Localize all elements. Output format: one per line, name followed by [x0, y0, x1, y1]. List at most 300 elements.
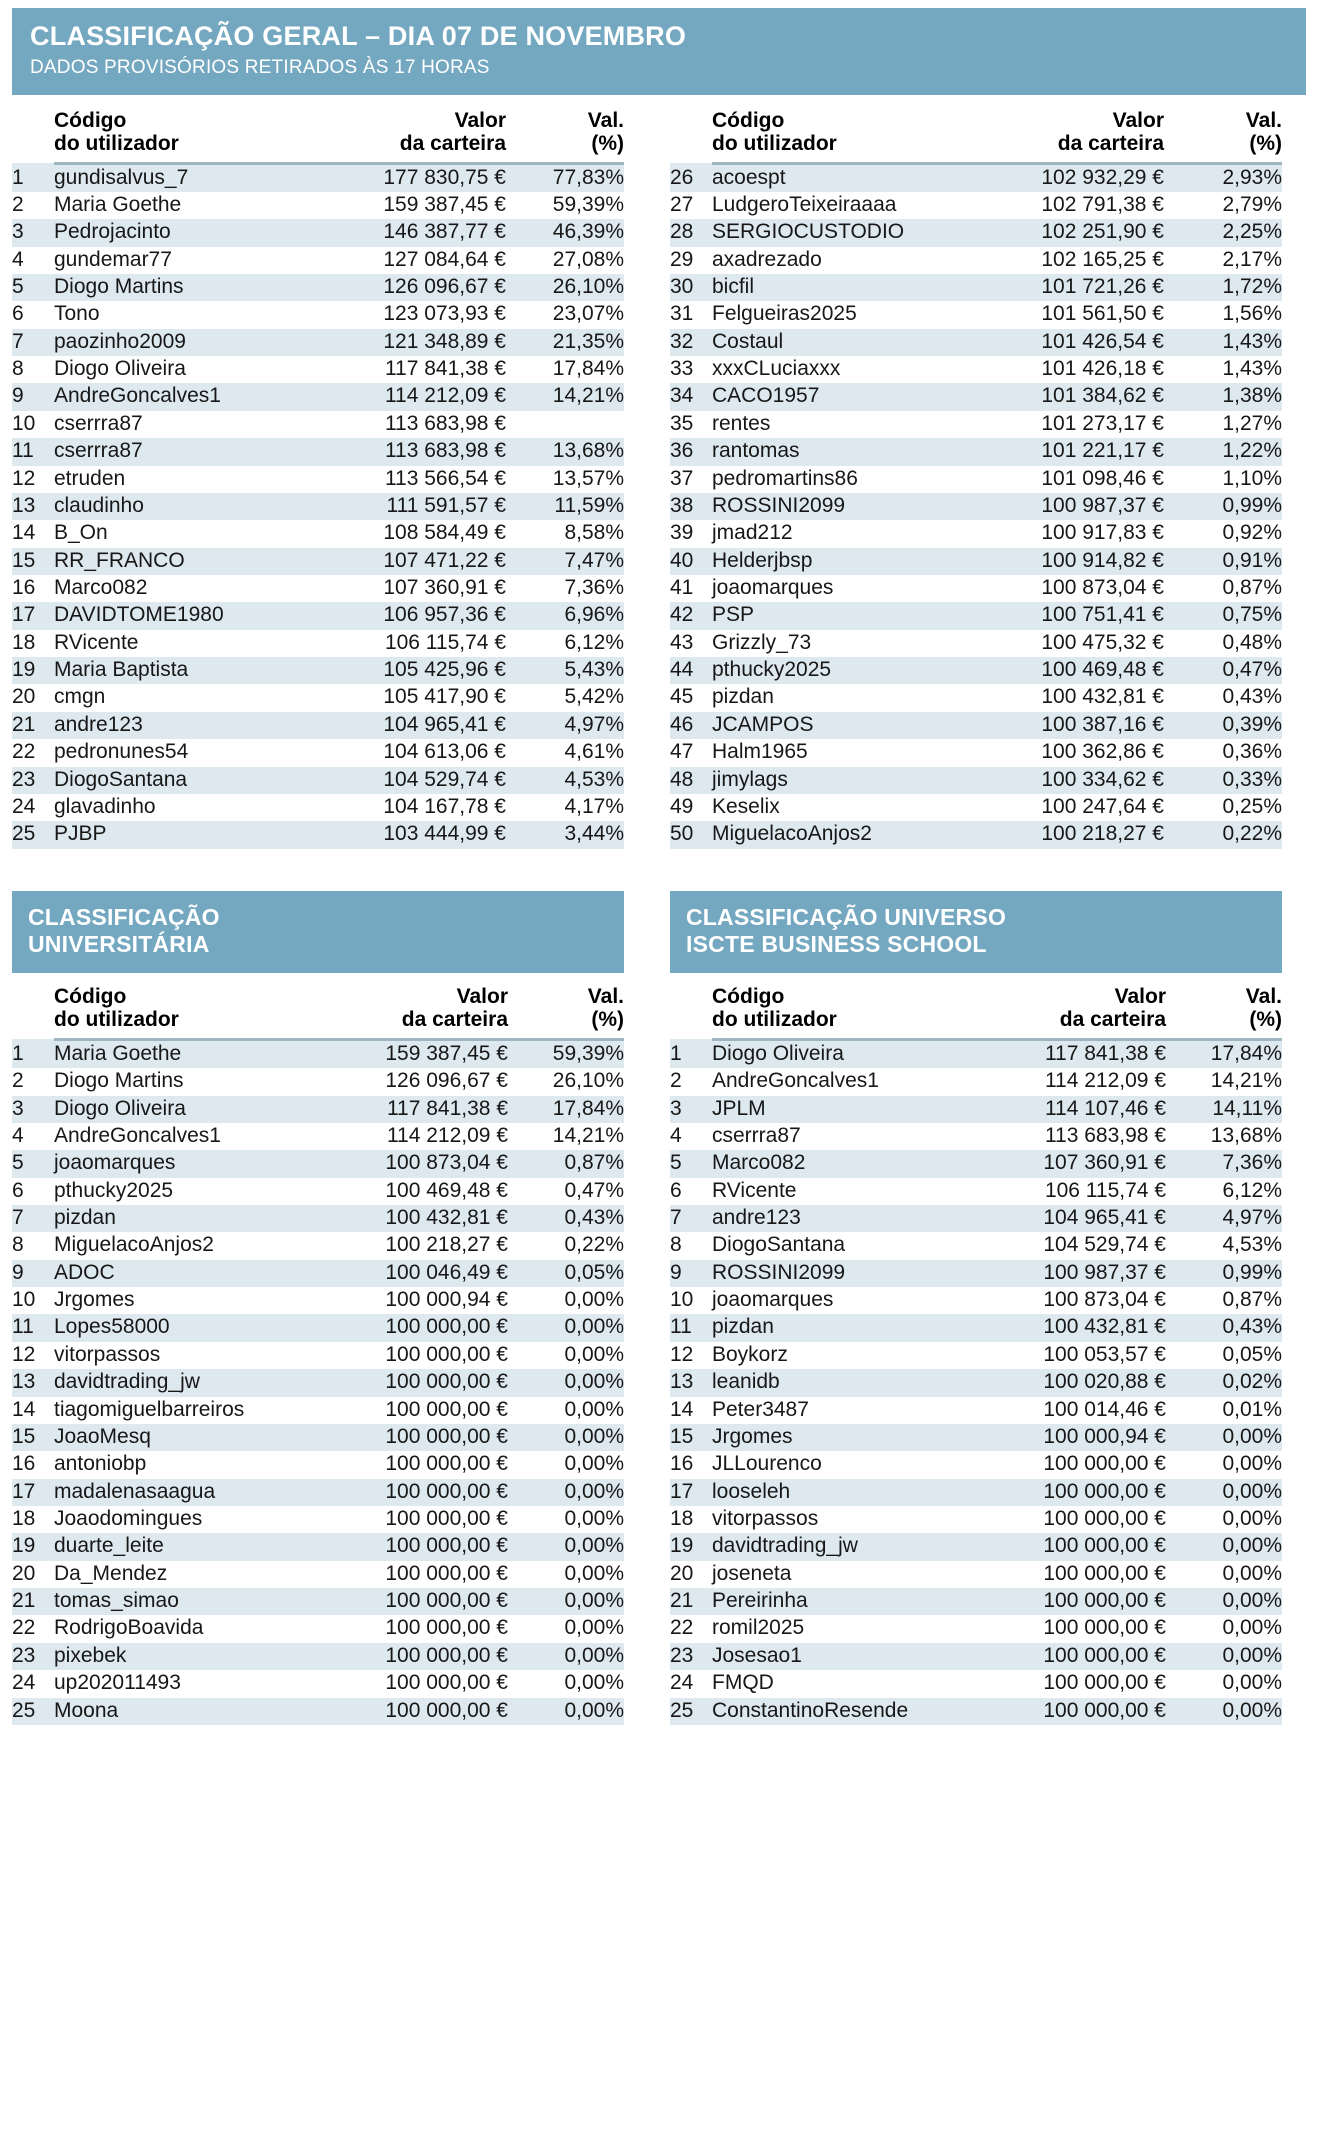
- table-row: [12, 1643, 624, 1670]
- university-ranking-title-line1: CLASSIFICAÇÃO: [28, 903, 220, 930]
- valuation-pct-cell: 0,00%: [1166, 1561, 1282, 1588]
- table-row: [12, 1205, 624, 1232]
- user-code-cell: DiogoSantana: [54, 767, 320, 794]
- valuation-pct-cell: 4,53%: [506, 767, 624, 794]
- rank-cell: 44: [670, 657, 712, 684]
- table-row: [12, 1314, 624, 1341]
- portfolio-value-cell: 113 683,98 €: [320, 438, 506, 465]
- user-code-cell: Keselix: [712, 794, 978, 821]
- valuation-pct-cell: 0,00%: [508, 1670, 624, 1697]
- rank-cell: 18: [670, 1506, 712, 1533]
- rank-cell: 9: [12, 1260, 54, 1287]
- table-row: [670, 821, 1282, 848]
- portfolio-value-cell: 114 212,09 €: [984, 1068, 1166, 1095]
- portfolio-value-cell: 100 917,83 €: [978, 520, 1164, 547]
- portfolio-value-cell: 100 000,00 €: [326, 1506, 508, 1533]
- table-row: [12, 301, 624, 328]
- valuation-pct-cell: 2,93%: [1164, 163, 1282, 192]
- table-row: [12, 1232, 624, 1259]
- table-row: [670, 356, 1282, 383]
- rank-cell: 20: [670, 1561, 712, 1588]
- table-row: [12, 1615, 624, 1642]
- valuation-pct-cell: 59,39%: [506, 192, 624, 219]
- user-code-cell: Diogo Martins: [54, 274, 320, 301]
- table-row: [12, 247, 624, 274]
- page-title: CLASSIFICAÇÃO GERAL – DIA 07 DE NOVEMBRO: [30, 21, 687, 51]
- portfolio-value-cell: 101 721,26 €: [978, 274, 1164, 301]
- column-header-rank: [12, 109, 54, 164]
- table-row: [670, 1039, 1282, 1068]
- portfolio-value-cell: 102 251,90 €: [978, 219, 1164, 246]
- user-code-cell: JCAMPOS: [712, 712, 978, 739]
- rank-cell: 14: [12, 520, 54, 547]
- rank-cell: 16: [12, 575, 54, 602]
- column-header-portfolio-value: Valor da carteira: [984, 985, 1166, 1040]
- rank-cell: 26: [670, 163, 712, 192]
- table-header-row: [12, 109, 624, 164]
- table-row: [670, 1369, 1282, 1396]
- valuation-pct-cell: 0,33%: [1164, 767, 1282, 794]
- user-code-cell: ConstantinoResende: [712, 1698, 984, 1725]
- rank-cell: 22: [12, 1615, 54, 1642]
- rank-cell: 8: [12, 356, 54, 383]
- table-row: [670, 739, 1282, 766]
- column-header-portfolio-value: Valor da carteira: [978, 109, 1164, 164]
- portfolio-value-cell: 100 432,81 €: [978, 684, 1164, 711]
- table-row: [12, 1260, 624, 1287]
- column-header-user-code: Código do utilizador: [54, 109, 320, 164]
- valuation-pct-cell: 5,43%: [506, 657, 624, 684]
- rank-cell: 41: [670, 575, 712, 602]
- portfolio-value-cell: 103 444,99 €: [320, 821, 506, 848]
- column-header-valuation-pct: Val. (%): [506, 109, 624, 164]
- user-code-cell: davidtrading_jw: [712, 1533, 984, 1560]
- valuation-pct-cell: 13,68%: [1166, 1123, 1282, 1150]
- valuation-pct-cell: 0,00%: [1166, 1533, 1282, 1560]
- rank-cell: 8: [670, 1232, 712, 1259]
- table-row: [12, 712, 624, 739]
- rank-cell: 19: [670, 1533, 712, 1560]
- valuation-pct-cell: [506, 411, 624, 438]
- valuation-pct-cell: 0,00%: [1166, 1670, 1282, 1697]
- portfolio-value-cell: 104 965,41 €: [320, 712, 506, 739]
- user-code-cell: Jrgomes: [712, 1424, 984, 1451]
- table-row: [670, 163, 1282, 192]
- table-row: [670, 1150, 1282, 1177]
- valuation-pct-cell: 0,00%: [508, 1643, 624, 1670]
- rank-cell: 16: [12, 1451, 54, 1478]
- portfolio-value-cell: 121 348,89 €: [320, 329, 506, 356]
- portfolio-value-cell: 107 471,22 €: [320, 548, 506, 575]
- valuation-pct-cell: 0,99%: [1166, 1260, 1282, 1287]
- portfolio-value-cell: 113 566,54 €: [320, 466, 506, 493]
- table-row: [670, 274, 1282, 301]
- valuation-pct-cell: 0,75%: [1164, 602, 1282, 629]
- user-code-cell: Marco082: [54, 575, 320, 602]
- portfolio-value-cell: 106 957,36 €: [320, 602, 506, 629]
- table-row: [670, 466, 1282, 493]
- valuation-pct-cell: 3,44%: [506, 821, 624, 848]
- user-code-cell: Lopes58000: [54, 1314, 326, 1341]
- rank-cell: 15: [670, 1424, 712, 1451]
- rank-cell: 15: [12, 548, 54, 575]
- user-code-cell: PJBP: [54, 821, 320, 848]
- user-code-cell: vitorpassos: [712, 1506, 984, 1533]
- valuation-pct-cell: 21,35%: [506, 329, 624, 356]
- table-row: [670, 520, 1282, 547]
- valuation-pct-cell: 0,00%: [1166, 1615, 1282, 1642]
- portfolio-value-cell: 100 046,49 €: [326, 1260, 508, 1287]
- user-code-cell: acoespt: [712, 163, 978, 192]
- user-code-cell: Da_Mendez: [54, 1561, 326, 1588]
- rank-cell: 8: [12, 1232, 54, 1259]
- valuation-pct-cell: 0,00%: [508, 1615, 624, 1642]
- table-row: [670, 602, 1282, 629]
- rank-cell: 18: [12, 630, 54, 657]
- table-row: [12, 575, 624, 602]
- table-row: [12, 602, 624, 629]
- portfolio-value-cell: 100 000,94 €: [326, 1287, 508, 1314]
- valuation-pct-cell: 0,47%: [508, 1178, 624, 1205]
- table-row: [12, 1397, 624, 1424]
- user-code-cell: Pereirinha: [712, 1588, 984, 1615]
- valuation-pct-cell: 2,25%: [1164, 219, 1282, 246]
- user-code-cell: ROSSINI2099: [712, 493, 978, 520]
- portfolio-value-cell: 100 000,00 €: [326, 1561, 508, 1588]
- table-row: [670, 1424, 1282, 1451]
- user-code-cell: Maria Goethe: [54, 1039, 326, 1068]
- user-code-cell: xxxCLuciaxxx: [712, 356, 978, 383]
- user-code-cell: Diogo Martins: [54, 1068, 326, 1095]
- rank-cell: 2: [670, 1068, 712, 1095]
- table-row: [670, 657, 1282, 684]
- rank-cell: 21: [670, 1588, 712, 1615]
- user-code-cell: Maria Goethe: [54, 192, 320, 219]
- table-row: [12, 821, 624, 848]
- user-code-cell: ADOC: [54, 1260, 326, 1287]
- valuation-pct-cell: 59,39%: [508, 1039, 624, 1068]
- portfolio-value-cell: 100 014,46 €: [984, 1397, 1166, 1424]
- valuation-pct-cell: 4,53%: [1166, 1232, 1282, 1259]
- portfolio-value-cell: 107 360,91 €: [320, 575, 506, 602]
- valuation-pct-cell: 0,87%: [508, 1150, 624, 1177]
- valuation-pct-cell: 0,87%: [1166, 1287, 1282, 1314]
- portfolio-value-cell: 101 384,62 €: [978, 383, 1164, 410]
- portfolio-value-cell: 100 987,37 €: [984, 1260, 1166, 1287]
- table-row: [12, 356, 624, 383]
- rank-cell: 4: [12, 247, 54, 274]
- portfolio-value-cell: 100 000,00 €: [326, 1342, 508, 1369]
- page-subtitle: DADOS PROVISÓRIOS RETIRADOS ÀS 17 HORAS: [30, 56, 490, 78]
- valuation-pct-cell: 1,27%: [1164, 411, 1282, 438]
- table-row: [670, 1287, 1282, 1314]
- portfolio-value-cell: 100 000,00 €: [326, 1670, 508, 1697]
- portfolio-value-cell: 100 000,00 €: [984, 1479, 1166, 1506]
- table-row: [670, 247, 1282, 274]
- valuation-pct-cell: 0,00%: [1166, 1451, 1282, 1478]
- valuation-pct-cell: 14,11%: [1166, 1096, 1282, 1123]
- portfolio-value-cell: 105 425,96 €: [320, 657, 506, 684]
- valuation-pct-cell: 1,43%: [1164, 356, 1282, 383]
- valuation-pct-cell: 0,43%: [508, 1205, 624, 1232]
- valuation-pct-cell: 13,57%: [506, 466, 624, 493]
- table-row: [670, 794, 1282, 821]
- user-code-cell: joaomarques: [54, 1150, 326, 1177]
- portfolio-value-cell: 101 426,18 €: [978, 356, 1164, 383]
- portfolio-value-cell: 114 212,09 €: [326, 1123, 508, 1150]
- user-code-cell: Moona: [54, 1698, 326, 1725]
- user-code-cell: rentes: [712, 411, 978, 438]
- table-row: [670, 1314, 1282, 1341]
- valuation-pct-cell: 0,05%: [508, 1260, 624, 1287]
- valuation-pct-cell: 0,99%: [1164, 493, 1282, 520]
- user-code-cell: RVicente: [712, 1178, 984, 1205]
- user-code-cell: Halm1965: [712, 739, 978, 766]
- table-row: [670, 1451, 1282, 1478]
- iscte-ranking-banner: [670, 891, 1282, 973]
- table-row: [12, 466, 624, 493]
- rank-cell: 17: [670, 1479, 712, 1506]
- valuation-pct-cell: 4,97%: [506, 712, 624, 739]
- valuation-pct-cell: 0,43%: [1166, 1314, 1282, 1341]
- valuation-pct-cell: 0,00%: [508, 1424, 624, 1451]
- user-code-cell: Maria Baptista: [54, 657, 320, 684]
- portfolio-value-cell: 104 965,41 €: [984, 1205, 1166, 1232]
- user-code-cell: RVicente: [54, 630, 320, 657]
- table-row: [670, 1178, 1282, 1205]
- valuation-pct-cell: 14,21%: [506, 383, 624, 410]
- table-row: [12, 1068, 624, 1095]
- table-row: [670, 438, 1282, 465]
- column-header-valuation-pct: Val. (%): [508, 985, 624, 1040]
- user-code-cell: cserrra87: [54, 438, 320, 465]
- valuation-pct-cell: 0,00%: [508, 1314, 624, 1341]
- sub-rankings-section: [12, 891, 1306, 1725]
- user-code-cell: pthucky2025: [712, 657, 978, 684]
- user-code-cell: Peter3487: [712, 1397, 984, 1424]
- rank-cell: 37: [670, 466, 712, 493]
- portfolio-value-cell: 108 584,49 €: [320, 520, 506, 547]
- table-row: [670, 767, 1282, 794]
- portfolio-value-cell: 100 000,00 €: [984, 1533, 1166, 1560]
- valuation-pct-cell: 17,84%: [508, 1096, 624, 1123]
- rank-cell: 3: [12, 219, 54, 246]
- user-code-cell: Joaodomingues: [54, 1506, 326, 1533]
- portfolio-value-cell: 100 000,00 €: [984, 1698, 1166, 1725]
- user-code-cell: pthucky2025: [54, 1178, 326, 1205]
- rank-cell: 49: [670, 794, 712, 821]
- table-row: [670, 1260, 1282, 1287]
- rank-cell: 15: [12, 1424, 54, 1451]
- valuation-pct-cell: 4,97%: [1166, 1205, 1282, 1232]
- user-code-cell: B_On: [54, 520, 320, 547]
- portfolio-value-cell: 100 000,00 €: [326, 1369, 508, 1396]
- rank-cell: 24: [12, 794, 54, 821]
- portfolio-value-cell: 104 529,74 €: [320, 767, 506, 794]
- table-row: [670, 1561, 1282, 1588]
- valuation-pct-cell: 13,68%: [506, 438, 624, 465]
- portfolio-value-cell: 100 218,27 €: [326, 1232, 508, 1259]
- portfolio-value-cell: 100 000,00 €: [326, 1588, 508, 1615]
- portfolio-value-cell: 100 000,00 €: [326, 1615, 508, 1642]
- table-row: [670, 684, 1282, 711]
- table-row: [12, 1096, 624, 1123]
- table-row: [12, 1533, 624, 1560]
- rank-cell: 22: [670, 1615, 712, 1642]
- user-code-cell: Jrgomes: [54, 1287, 326, 1314]
- rank-cell: 18: [12, 1506, 54, 1533]
- user-code-cell: joaomarques: [712, 575, 978, 602]
- user-code-cell: JPLM: [712, 1096, 984, 1123]
- portfolio-value-cell: 100 469,48 €: [326, 1178, 508, 1205]
- table-row: [670, 329, 1282, 356]
- rank-cell: 10: [12, 1287, 54, 1314]
- valuation-pct-cell: 0,22%: [1164, 821, 1282, 848]
- column-header-user-code: Código do utilizador: [54, 985, 326, 1040]
- table-row: [12, 383, 624, 410]
- user-code-cell: Helderjbsp: [712, 548, 978, 575]
- valuation-pct-cell: 46,39%: [506, 219, 624, 246]
- user-code-cell: RR_FRANCO: [54, 548, 320, 575]
- valuation-pct-cell: 6,12%: [1166, 1178, 1282, 1205]
- table-row: [670, 1205, 1282, 1232]
- user-code-cell: Pedrojacinto: [54, 219, 320, 246]
- rank-cell: 14: [670, 1397, 712, 1424]
- iscte-ranking-title-line2: ISCTE BUSINESS SCHOOL: [686, 930, 987, 957]
- user-code-cell: Diogo Oliveira: [54, 356, 320, 383]
- portfolio-value-cell: 102 165,25 €: [978, 247, 1164, 274]
- valuation-pct-cell: 0,05%: [1166, 1342, 1282, 1369]
- column-header-portfolio-value: Valor da carteira: [320, 109, 506, 164]
- table-row: [670, 493, 1282, 520]
- rank-cell: 25: [670, 1698, 712, 1725]
- rank-cell: 12: [12, 466, 54, 493]
- table-row: [12, 630, 624, 657]
- rank-cell: 22: [12, 739, 54, 766]
- valuation-pct-cell: 6,96%: [506, 602, 624, 629]
- table-row: [12, 684, 624, 711]
- table-row: [12, 1561, 624, 1588]
- portfolio-value-cell: 100 000,00 €: [326, 1314, 508, 1341]
- university-ranking-title-line2: UNIVERSITÁRIA: [28, 930, 210, 957]
- table-header-row: [670, 109, 1282, 164]
- portfolio-value-cell: 146 387,77 €: [320, 219, 506, 246]
- table-row: [12, 1479, 624, 1506]
- user-code-cell: rantomas: [712, 438, 978, 465]
- rank-cell: 43: [670, 630, 712, 657]
- user-code-cell: paozinho2009: [54, 329, 320, 356]
- portfolio-value-cell: 117 841,38 €: [320, 356, 506, 383]
- general-ranking-right-column: [670, 109, 1282, 849]
- valuation-pct-cell: 8,58%: [506, 520, 624, 547]
- table-row: [670, 1506, 1282, 1533]
- table-row: [670, 1342, 1282, 1369]
- user-code-cell: Boykorz: [712, 1342, 984, 1369]
- rank-cell: 10: [670, 1287, 712, 1314]
- portfolio-value-cell: 100 000,00 €: [984, 1670, 1166, 1697]
- portfolio-value-cell: 102 791,38 €: [978, 192, 1164, 219]
- portfolio-value-cell: 104 613,06 €: [320, 739, 506, 766]
- rank-cell: 20: [12, 1561, 54, 1588]
- portfolio-value-cell: 101 561,50 €: [978, 301, 1164, 328]
- valuation-pct-cell: 17,84%: [506, 356, 624, 383]
- table-row: [12, 520, 624, 547]
- portfolio-value-cell: 100 475,32 €: [978, 630, 1164, 657]
- user-code-cell: davidtrading_jw: [54, 1369, 326, 1396]
- portfolio-value-cell: 100 000,00 €: [326, 1643, 508, 1670]
- user-code-cell: pedronunes54: [54, 739, 320, 766]
- portfolio-value-cell: 123 073,93 €: [320, 301, 506, 328]
- user-code-cell: Diogo Oliveira: [712, 1039, 984, 1068]
- table-row: [12, 1287, 624, 1314]
- table-row: [670, 630, 1282, 657]
- portfolio-value-cell: 100 873,04 €: [326, 1150, 508, 1177]
- table-row: [12, 1451, 624, 1478]
- general-ranking-left-column: [12, 109, 624, 849]
- portfolio-value-cell: 100 873,04 €: [978, 575, 1164, 602]
- valuation-pct-cell: 0,00%: [508, 1451, 624, 1478]
- user-code-cell: up202011493: [54, 1670, 326, 1697]
- table-row: [670, 1479, 1282, 1506]
- portfolio-value-cell: 100 000,00 €: [984, 1506, 1166, 1533]
- valuation-pct-cell: 2,79%: [1164, 192, 1282, 219]
- general-ranking-table-1-25: [12, 109, 624, 849]
- valuation-pct-cell: 0,00%: [508, 1698, 624, 1725]
- table-row: [12, 739, 624, 766]
- user-code-cell: pizdan: [712, 684, 978, 711]
- table-row: [670, 1397, 1282, 1424]
- rank-cell: 1: [12, 163, 54, 192]
- valuation-pct-cell: 14,21%: [508, 1123, 624, 1150]
- portfolio-value-cell: 113 683,98 €: [984, 1123, 1166, 1150]
- portfolio-value-cell: 100 020,88 €: [984, 1369, 1166, 1396]
- user-code-cell: pizdan: [712, 1314, 984, 1341]
- user-code-cell: joaomarques: [712, 1287, 984, 1314]
- rank-cell: 11: [12, 1314, 54, 1341]
- rank-cell: 7: [12, 1205, 54, 1232]
- table-row: [12, 274, 624, 301]
- table-row: [670, 1588, 1282, 1615]
- rank-cell: 9: [670, 1260, 712, 1287]
- valuation-pct-cell: 0,00%: [508, 1506, 624, 1533]
- valuation-pct-cell: 7,36%: [1166, 1150, 1282, 1177]
- valuation-pct-cell: 2,17%: [1164, 247, 1282, 274]
- portfolio-value-cell: 100 000,00 €: [326, 1451, 508, 1478]
- table-row: [12, 1670, 624, 1697]
- valuation-pct-cell: 0,00%: [1166, 1698, 1282, 1725]
- portfolio-value-cell: 102 932,29 €: [978, 163, 1164, 192]
- valuation-pct-cell: 0,87%: [1164, 575, 1282, 602]
- valuation-pct-cell: 0,47%: [1164, 657, 1282, 684]
- table-row: [670, 712, 1282, 739]
- portfolio-value-cell: 100 000,00 €: [984, 1561, 1166, 1588]
- user-code-cell: Felgueiras2025: [712, 301, 978, 328]
- user-code-cell: gundisalvus_7: [54, 163, 320, 192]
- column-header-valuation-pct: Val. (%): [1166, 985, 1282, 1040]
- column-header-rank: [670, 109, 712, 164]
- valuation-pct-cell: 0,91%: [1164, 548, 1282, 575]
- valuation-pct-cell: 0,43%: [1164, 684, 1282, 711]
- rank-cell: 13: [670, 1369, 712, 1396]
- portfolio-value-cell: 117 841,38 €: [326, 1096, 508, 1123]
- table-row: [12, 411, 624, 438]
- rank-cell: 45: [670, 684, 712, 711]
- valuation-pct-cell: 1,56%: [1164, 301, 1282, 328]
- user-code-cell: Marco082: [712, 1150, 984, 1177]
- rank-cell: 2: [12, 1068, 54, 1095]
- table-row: [670, 1533, 1282, 1560]
- user-code-cell: jimylags: [712, 767, 978, 794]
